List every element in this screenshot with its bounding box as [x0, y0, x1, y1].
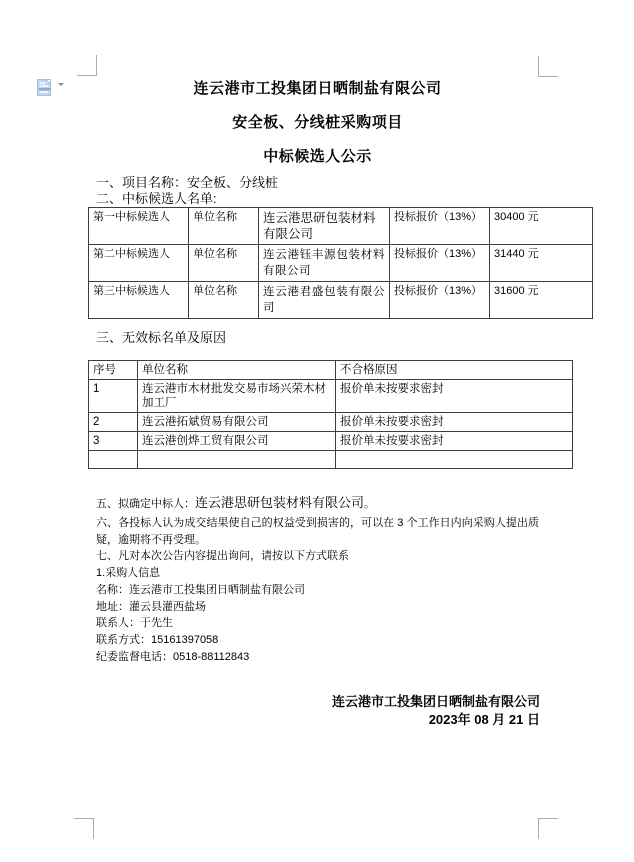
section-contact-notice: 七、凡对本次公告内容提出询问，请按以下方式联系 [96, 550, 349, 563]
invalid-bids-table [88, 360, 573, 469]
company-cell: 连云港思研包装材料有限公司 [259, 208, 390, 245]
company-cell: 连云港钰丰源包装材料有限公司 [259, 245, 390, 282]
rank-cell: 第二中标候选人 [89, 245, 189, 282]
price-label-cell: 投标报价（13%） [390, 282, 490, 319]
purchaser-heading: 1.采购人信息 [96, 567, 161, 580]
purchaser-contact-person: 联系人：于先生 [96, 617, 173, 630]
no-cell: 3 [89, 432, 138, 451]
reason-cell [336, 451, 573, 469]
company-cell [138, 451, 336, 469]
section-project-name: 一、项目名称：安全板、分线桩 [96, 175, 279, 190]
reason-header-cell: 不合格原因 [336, 361, 573, 380]
page-title-project: 安全板、分线桩采购项目 [232, 114, 403, 131]
no-header-cell: 序号 [89, 361, 138, 380]
price-label-cell: 投标报价（13%） [390, 245, 490, 282]
reason-cell: 报价单未按要求密封 [336, 380, 573, 413]
paste-options-button[interactable] [37, 79, 71, 101]
price-label-cell: 投标报价（13%） [390, 208, 490, 245]
candidates-table [88, 207, 593, 319]
name-label-cell: 单位名称 [189, 282, 259, 319]
rank-cell: 第一中标候选人 [89, 208, 189, 245]
winner-company: 连云港思研包装材料有限公司 [195, 495, 365, 510]
purchaser-name: 名称：连云港市工投集团日晒制盐有限公司 [96, 583, 305, 596]
paste-options-icon [37, 79, 54, 102]
price-cell: 31600 元 [490, 282, 593, 319]
page-title-company: 连云港市工投集团日晒制盐有限公司 [193, 80, 442, 97]
crop-mark-top-left [77, 55, 97, 76]
signature-block [332, 693, 540, 729]
price-cell: 30400 元 [490, 208, 593, 245]
lower-paragraphs [96, 492, 539, 665]
table-row [89, 208, 593, 245]
reason-cell: 报价单未按要求密封 [336, 432, 573, 451]
table-row [89, 413, 573, 432]
no-cell: 1 [89, 380, 138, 413]
purchaser-supervision-phone: 纪委监督电话：0518-88112843 [96, 650, 250, 663]
name-label-cell: 单位名称 [189, 208, 259, 245]
no-cell: 2 [89, 413, 138, 432]
rank-cell: 第三中标候选人 [89, 282, 189, 319]
winner-suffix: 。 [364, 498, 376, 510]
page-title-notice: 中标候选人公示 [263, 148, 372, 165]
crop-mark-top-right [538, 56, 558, 77]
company-cell: 连云港市木材批发交易市场兴荣木材加工厂 [138, 380, 336, 413]
table-row-empty [89, 451, 573, 469]
table-header-row [89, 361, 573, 380]
table-row [89, 282, 593, 319]
section-objection-notice: 六、各投标人认为成交结果使自己的权益受到损害的，可以在 3 个工作日内向采购人提出质疑，逾期将不再受理。 [96, 517, 539, 546]
signature-company: 连云港市工投集团日晒制盐有限公司 [331, 694, 540, 709]
winner-prefix: 五、拟确定中标人： [96, 498, 195, 510]
dropdown-arrow-icon[interactable] [58, 86, 66, 93]
purchaser-phone: 联系方式：15161397058 [96, 633, 219, 646]
table-row [89, 432, 573, 451]
crop-mark-bottom-left [74, 818, 94, 839]
company-cell: 连云港君盛包装有限公司 [259, 282, 390, 319]
section-invalid-bids-heading: 三、无效标名单及原因 [96, 330, 227, 345]
no-cell [89, 451, 138, 469]
price-cell: 31440 元 [490, 245, 593, 282]
crop-mark-bottom-right [538, 818, 558, 839]
company-cell: 连云港创烨工贸有限公司 [138, 432, 336, 451]
name-label-cell: 单位名称 [189, 245, 259, 282]
company-header-cell: 单位名称 [138, 361, 336, 380]
table-row [89, 245, 593, 282]
company-cell: 连云港拓斌贸易有限公司 [138, 413, 336, 432]
table-row [89, 380, 573, 413]
section-candidate-list-label: 二、中标候选人名单: [96, 191, 217, 206]
purchaser-address: 地址：灌云县灌西盐场 [96, 600, 206, 613]
signature-date: 2023年 08 月 21 日 [428, 712, 540, 727]
reason-cell: 报价单未按要求密封 [336, 413, 573, 432]
section-winner-line [96, 492, 539, 515]
